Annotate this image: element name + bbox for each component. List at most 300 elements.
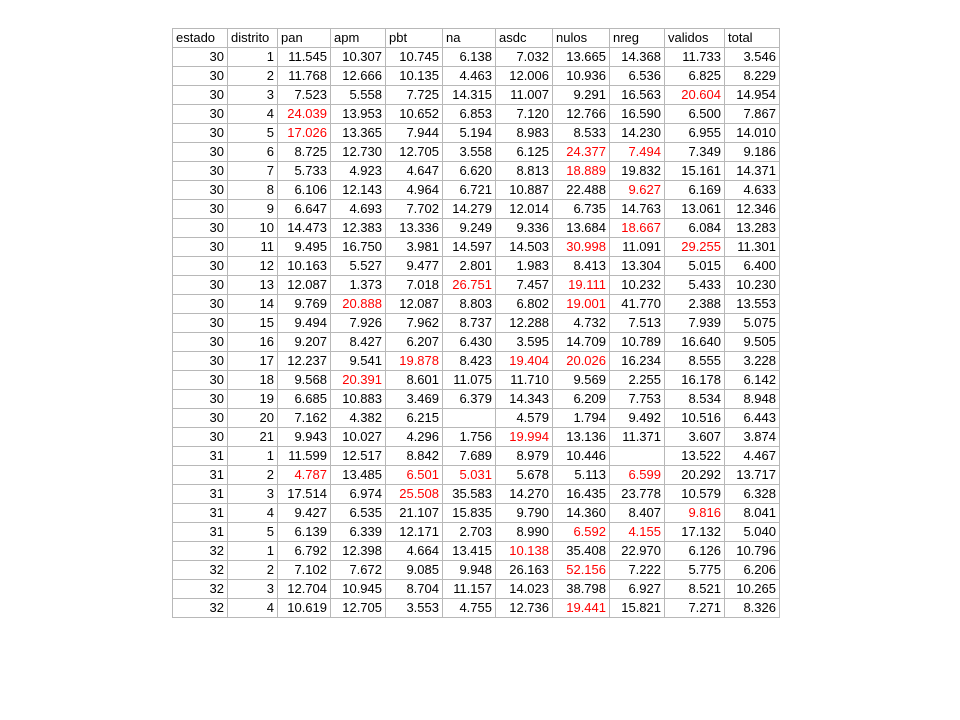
cell-nulos[interactable]: 20.026 (553, 352, 610, 371)
cell-na[interactable]: 6.379 (443, 390, 496, 409)
cell-nulos[interactable]: 24.377 (553, 143, 610, 162)
cell-estado[interactable]: 30 (173, 67, 228, 86)
cell-distrito[interactable]: 14 (228, 295, 278, 314)
cell-estado[interactable]: 31 (173, 504, 228, 523)
cell-apm[interactable]: 7.926 (331, 314, 386, 333)
cell-apm[interactable]: 10.307 (331, 48, 386, 67)
cell-nreg[interactable]: 6.536 (610, 67, 665, 86)
cell-nulos[interactable]: 14.360 (553, 504, 610, 523)
cell-pbt[interactable]: 21.107 (386, 504, 443, 523)
cell-estado[interactable]: 30 (173, 162, 228, 181)
cell-nreg[interactable]: 7.753 (610, 390, 665, 409)
column-header-total[interactable]: total (725, 29, 780, 48)
cell-estado[interactable]: 30 (173, 257, 228, 276)
cell-pbt[interactable]: 10.135 (386, 67, 443, 86)
cell-estado[interactable]: 32 (173, 599, 228, 618)
cell-total[interactable]: 3.228 (725, 352, 780, 371)
cell-pan[interactable]: 9.207 (278, 333, 331, 352)
cell-total[interactable]: 3.874 (725, 428, 780, 447)
cell-asdc[interactable]: 4.579 (496, 409, 553, 428)
cell-apm[interactable]: 12.398 (331, 542, 386, 561)
cell-validos[interactable]: 16.640 (665, 333, 725, 352)
cell-apm[interactable]: 5.527 (331, 257, 386, 276)
cell-asdc[interactable]: 6.125 (496, 143, 553, 162)
cell-nulos[interactable]: 12.766 (553, 105, 610, 124)
cell-nreg[interactable]: 6.599 (610, 466, 665, 485)
cell-asdc[interactable]: 3.595 (496, 333, 553, 352)
cell-apm[interactable]: 1.373 (331, 276, 386, 295)
cell-validos[interactable]: 2.388 (665, 295, 725, 314)
cell-na[interactable]: 11.075 (443, 371, 496, 390)
cell-na[interactable]: 3.558 (443, 143, 496, 162)
cell-distrito[interactable]: 2 (228, 561, 278, 580)
cell-estado[interactable]: 30 (173, 238, 228, 257)
cell-total[interactable]: 6.328 (725, 485, 780, 504)
cell-pan[interactable]: 6.792 (278, 542, 331, 561)
cell-asdc[interactable]: 9.336 (496, 219, 553, 238)
cell-nulos[interactable]: 19.441 (553, 599, 610, 618)
cell-distrito[interactable]: 17 (228, 352, 278, 371)
cell-estado[interactable]: 30 (173, 295, 228, 314)
cell-pan[interactable]: 14.473 (278, 219, 331, 238)
cell-pbt[interactable]: 3.981 (386, 238, 443, 257)
cell-estado[interactable]: 31 (173, 523, 228, 542)
cell-nreg[interactable]: 13.304 (610, 257, 665, 276)
cell-asdc[interactable]: 26.163 (496, 561, 553, 580)
cell-validos[interactable]: 6.084 (665, 219, 725, 238)
cell-asdc[interactable]: 14.503 (496, 238, 553, 257)
cell-nulos[interactable]: 38.798 (553, 580, 610, 599)
cell-apm[interactable]: 12.143 (331, 181, 386, 200)
cell-total[interactable]: 6.142 (725, 371, 780, 390)
cell-pbt[interactable]: 12.171 (386, 523, 443, 542)
cell-estado[interactable]: 31 (173, 466, 228, 485)
cell-na[interactable]: 26.751 (443, 276, 496, 295)
cell-apm[interactable]: 13.485 (331, 466, 386, 485)
cell-pan[interactable]: 11.545 (278, 48, 331, 67)
cell-asdc[interactable]: 10.138 (496, 542, 553, 561)
cell-asdc[interactable]: 10.887 (496, 181, 553, 200)
cell-distrito[interactable]: 8 (228, 181, 278, 200)
cell-estado[interactable]: 32 (173, 542, 228, 561)
cell-nulos[interactable]: 18.889 (553, 162, 610, 181)
column-header-na[interactable]: na (443, 29, 496, 48)
cell-distrito[interactable]: 7 (228, 162, 278, 181)
cell-nulos[interactable]: 35.408 (553, 542, 610, 561)
cell-estado[interactable]: 30 (173, 428, 228, 447)
cell-total[interactable]: 8.229 (725, 67, 780, 86)
cell-apm[interactable]: 12.730 (331, 143, 386, 162)
cell-total[interactable]: 8.326 (725, 599, 780, 618)
cell-na[interactable]: 6.620 (443, 162, 496, 181)
cell-total[interactable]: 13.283 (725, 219, 780, 238)
cell-nreg[interactable]: 10.232 (610, 276, 665, 295)
cell-total[interactable]: 6.206 (725, 561, 780, 580)
cell-validos[interactable]: 20.604 (665, 86, 725, 105)
cell-total[interactable]: 6.400 (725, 257, 780, 276)
cell-total[interactable]: 10.230 (725, 276, 780, 295)
cell-nreg[interactable]: 9.492 (610, 409, 665, 428)
cell-pbt[interactable]: 13.336 (386, 219, 443, 238)
cell-nulos[interactable]: 22.488 (553, 181, 610, 200)
cell-distrito[interactable]: 20 (228, 409, 278, 428)
cell-estado[interactable]: 30 (173, 219, 228, 238)
cell-nreg[interactable]: 11.091 (610, 238, 665, 257)
cell-nulos[interactable]: 5.113 (553, 466, 610, 485)
cell-na[interactable]: 8.737 (443, 314, 496, 333)
cell-pbt[interactable]: 12.705 (386, 143, 443, 162)
cell-total[interactable]: 14.371 (725, 162, 780, 181)
cell-na[interactable]: 15.835 (443, 504, 496, 523)
cell-asdc[interactable]: 1.983 (496, 257, 553, 276)
cell-validos[interactable]: 8.555 (665, 352, 725, 371)
cell-nulos[interactable]: 30.998 (553, 238, 610, 257)
cell-estado[interactable]: 30 (173, 352, 228, 371)
cell-apm[interactable]: 10.945 (331, 580, 386, 599)
cell-validos[interactable]: 6.500 (665, 105, 725, 124)
cell-distrito[interactable]: 3 (228, 580, 278, 599)
cell-pbt[interactable]: 3.469 (386, 390, 443, 409)
cell-pan[interactable]: 9.495 (278, 238, 331, 257)
cell-pan[interactable]: 10.619 (278, 599, 331, 618)
cell-total[interactable]: 7.867 (725, 105, 780, 124)
cell-asdc[interactable]: 5.678 (496, 466, 553, 485)
cell-apm[interactable]: 16.750 (331, 238, 386, 257)
cell-distrito[interactable]: 2 (228, 466, 278, 485)
cell-apm[interactable]: 10.883 (331, 390, 386, 409)
cell-na[interactable]: 6.853 (443, 105, 496, 124)
cell-distrito[interactable]: 1 (228, 447, 278, 466)
cell-nreg[interactable]: 6.927 (610, 580, 665, 599)
cell-validos[interactable]: 5.433 (665, 276, 725, 295)
cell-total[interactable]: 4.467 (725, 447, 780, 466)
cell-validos[interactable]: 9.816 (665, 504, 725, 523)
cell-na[interactable]: 4.755 (443, 599, 496, 618)
cell-nreg[interactable]: 14.368 (610, 48, 665, 67)
cell-asdc[interactable]: 19.404 (496, 352, 553, 371)
cell-pan[interactable]: 9.427 (278, 504, 331, 523)
cell-apm[interactable]: 12.383 (331, 219, 386, 238)
cell-nreg[interactable]: 7.513 (610, 314, 665, 333)
cell-pbt[interactable]: 12.087 (386, 295, 443, 314)
cell-distrito[interactable]: 12 (228, 257, 278, 276)
cell-nulos[interactable]: 52.156 (553, 561, 610, 580)
cell-total[interactable]: 12.346 (725, 200, 780, 219)
cell-total[interactable]: 5.075 (725, 314, 780, 333)
cell-pan[interactable]: 9.943 (278, 428, 331, 447)
cell-nreg[interactable]: 2.255 (610, 371, 665, 390)
cell-total[interactable]: 3.546 (725, 48, 780, 67)
cell-validos[interactable]: 7.271 (665, 599, 725, 618)
cell-nreg[interactable]: 16.563 (610, 86, 665, 105)
cell-na[interactable]: 4.463 (443, 67, 496, 86)
cell-pbt[interactable]: 6.207 (386, 333, 443, 352)
cell-distrito[interactable]: 5 (228, 124, 278, 143)
cell-distrito[interactable]: 5 (228, 523, 278, 542)
cell-distrito[interactable]: 9 (228, 200, 278, 219)
cell-validos[interactable]: 8.534 (665, 390, 725, 409)
cell-nulos[interactable]: 19.111 (553, 276, 610, 295)
cell-na[interactable]: 6.721 (443, 181, 496, 200)
cell-asdc[interactable]: 7.120 (496, 105, 553, 124)
cell-pbt[interactable]: 6.501 (386, 466, 443, 485)
cell-asdc[interactable]: 12.006 (496, 67, 553, 86)
cell-pbt[interactable]: 9.477 (386, 257, 443, 276)
cell-apm[interactable]: 4.923 (331, 162, 386, 181)
cell-na[interactable]: 5.194 (443, 124, 496, 143)
cell-nulos[interactable]: 4.732 (553, 314, 610, 333)
cell-estado[interactable]: 30 (173, 371, 228, 390)
cell-na[interactable]: 2.703 (443, 523, 496, 542)
cell-nreg[interactable]: 16.590 (610, 105, 665, 124)
cell-asdc[interactable]: 7.032 (496, 48, 553, 67)
cell-apm[interactable]: 7.672 (331, 561, 386, 580)
cell-na[interactable]: 1.756 (443, 428, 496, 447)
cell-pbt[interactable]: 10.652 (386, 105, 443, 124)
cell-distrito[interactable]: 4 (228, 599, 278, 618)
cell-apm[interactable]: 13.953 (331, 105, 386, 124)
cell-distrito[interactable]: 1 (228, 542, 278, 561)
cell-total[interactable]: 10.796 (725, 542, 780, 561)
cell-pan[interactable]: 10.163 (278, 257, 331, 276)
cell-pan[interactable]: 7.162 (278, 409, 331, 428)
cell-nulos[interactable]: 10.446 (553, 447, 610, 466)
column-header-nreg[interactable]: nreg (610, 29, 665, 48)
cell-estado[interactable]: 30 (173, 105, 228, 124)
cell-validos[interactable]: 10.516 (665, 409, 725, 428)
cell-pbt[interactable]: 10.745 (386, 48, 443, 67)
cell-pan[interactable]: 6.685 (278, 390, 331, 409)
cell-pbt[interactable]: 4.664 (386, 542, 443, 561)
cell-validos[interactable]: 5.775 (665, 561, 725, 580)
cell-na[interactable]: 6.138 (443, 48, 496, 67)
cell-apm[interactable]: 10.027 (331, 428, 386, 447)
cell-na[interactable]: 14.315 (443, 86, 496, 105)
cell-nreg[interactable]: 7.494 (610, 143, 665, 162)
cell-na[interactable]: 8.803 (443, 295, 496, 314)
cell-validos[interactable]: 13.522 (665, 447, 725, 466)
cell-nulos[interactable]: 9.291 (553, 86, 610, 105)
cell-total[interactable]: 14.954 (725, 86, 780, 105)
cell-estado[interactable]: 30 (173, 86, 228, 105)
cell-na[interactable] (443, 409, 496, 428)
cell-nulos[interactable]: 13.136 (553, 428, 610, 447)
cell-pbt[interactable]: 7.702 (386, 200, 443, 219)
cell-validos[interactable]: 6.825 (665, 67, 725, 86)
cell-nulos[interactable]: 9.569 (553, 371, 610, 390)
column-header-nulos[interactable]: nulos (553, 29, 610, 48)
cell-na[interactable]: 9.249 (443, 219, 496, 238)
cell-total[interactable]: 9.186 (725, 143, 780, 162)
cell-nreg[interactable]: 11.371 (610, 428, 665, 447)
cell-asdc[interactable]: 8.990 (496, 523, 553, 542)
cell-na[interactable]: 11.157 (443, 580, 496, 599)
cell-pan[interactable]: 11.768 (278, 67, 331, 86)
cell-pbt[interactable]: 7.962 (386, 314, 443, 333)
cell-total[interactable]: 9.505 (725, 333, 780, 352)
cell-total[interactable]: 6.443 (725, 409, 780, 428)
cell-distrito[interactable]: 15 (228, 314, 278, 333)
cell-asdc[interactable]: 6.802 (496, 295, 553, 314)
column-header-estado[interactable]: estado (173, 29, 228, 48)
cell-total[interactable]: 10.265 (725, 580, 780, 599)
cell-total[interactable]: 13.553 (725, 295, 780, 314)
cell-apm[interactable]: 20.888 (331, 295, 386, 314)
cell-na[interactable]: 14.279 (443, 200, 496, 219)
cell-apm[interactable]: 8.427 (331, 333, 386, 352)
cell-pan[interactable]: 5.733 (278, 162, 331, 181)
cell-nreg[interactable]: 41.770 (610, 295, 665, 314)
cell-pbt[interactable]: 7.944 (386, 124, 443, 143)
cell-pbt[interactable]: 8.842 (386, 447, 443, 466)
cell-asdc[interactable]: 8.983 (496, 124, 553, 143)
cell-distrito[interactable]: 10 (228, 219, 278, 238)
cell-nreg[interactable]: 10.789 (610, 333, 665, 352)
cell-pbt[interactable]: 4.964 (386, 181, 443, 200)
cell-pan[interactable]: 4.787 (278, 466, 331, 485)
cell-estado[interactable]: 31 (173, 485, 228, 504)
cell-distrito[interactable]: 16 (228, 333, 278, 352)
cell-asdc[interactable]: 9.790 (496, 504, 553, 523)
cell-pbt[interactable]: 7.725 (386, 86, 443, 105)
cell-nulos[interactable]: 8.413 (553, 257, 610, 276)
cell-pbt[interactable]: 19.878 (386, 352, 443, 371)
cell-distrito[interactable]: 3 (228, 86, 278, 105)
cell-estado[interactable]: 30 (173, 390, 228, 409)
cell-distrito[interactable]: 2 (228, 67, 278, 86)
column-header-validos[interactable]: validos (665, 29, 725, 48)
cell-nreg[interactable]: 18.667 (610, 219, 665, 238)
cell-pan[interactable]: 6.139 (278, 523, 331, 542)
cell-pan[interactable]: 17.514 (278, 485, 331, 504)
cell-apm[interactable]: 20.391 (331, 371, 386, 390)
cell-apm[interactable]: 6.339 (331, 523, 386, 542)
column-header-apm[interactable]: apm (331, 29, 386, 48)
cell-asdc[interactable]: 14.270 (496, 485, 553, 504)
cell-pan[interactable]: 6.106 (278, 181, 331, 200)
cell-na[interactable]: 5.031 (443, 466, 496, 485)
cell-pan[interactable]: 12.704 (278, 580, 331, 599)
cell-distrito[interactable]: 1 (228, 48, 278, 67)
cell-pan[interactable]: 9.769 (278, 295, 331, 314)
cell-asdc[interactable]: 11.007 (496, 86, 553, 105)
cell-nulos[interactable]: 14.709 (553, 333, 610, 352)
cell-validos[interactable]: 15.161 (665, 162, 725, 181)
column-header-pbt[interactable]: pbt (386, 29, 443, 48)
cell-distrito[interactable]: 6 (228, 143, 278, 162)
cell-nreg[interactable]: 14.230 (610, 124, 665, 143)
cell-total[interactable]: 14.010 (725, 124, 780, 143)
cell-apm[interactable]: 6.535 (331, 504, 386, 523)
cell-estado[interactable]: 30 (173, 333, 228, 352)
cell-pan[interactable]: 7.102 (278, 561, 331, 580)
column-header-asdc[interactable]: asdc (496, 29, 553, 48)
cell-pbt[interactable]: 8.704 (386, 580, 443, 599)
cell-nreg[interactable]: 9.627 (610, 181, 665, 200)
cell-distrito[interactable]: 13 (228, 276, 278, 295)
cell-pbt[interactable]: 8.601 (386, 371, 443, 390)
cell-validos[interactable]: 7.349 (665, 143, 725, 162)
cell-pan[interactable]: 17.026 (278, 124, 331, 143)
cell-asdc[interactable]: 19.994 (496, 428, 553, 447)
cell-apm[interactable]: 12.517 (331, 447, 386, 466)
cell-asdc[interactable]: 8.813 (496, 162, 553, 181)
cell-pan[interactable]: 8.725 (278, 143, 331, 162)
cell-estado[interactable]: 30 (173, 276, 228, 295)
cell-nulos[interactable]: 13.665 (553, 48, 610, 67)
cell-nulos[interactable]: 1.794 (553, 409, 610, 428)
cell-nreg[interactable]: 8.407 (610, 504, 665, 523)
cell-validos[interactable]: 10.579 (665, 485, 725, 504)
cell-pbt[interactable]: 6.215 (386, 409, 443, 428)
cell-pbt[interactable]: 9.085 (386, 561, 443, 580)
cell-asdc[interactable]: 12.014 (496, 200, 553, 219)
cell-apm[interactable]: 5.558 (331, 86, 386, 105)
cell-distrito[interactable]: 4 (228, 504, 278, 523)
cell-apm[interactable]: 12.705 (331, 599, 386, 618)
cell-nulos[interactable]: 19.001 (553, 295, 610, 314)
cell-pbt[interactable]: 4.296 (386, 428, 443, 447)
cell-total[interactable]: 8.948 (725, 390, 780, 409)
cell-estado[interactable]: 30 (173, 181, 228, 200)
cell-estado[interactable]: 30 (173, 200, 228, 219)
cell-validos[interactable]: 6.169 (665, 181, 725, 200)
cell-pan[interactable]: 9.494 (278, 314, 331, 333)
cell-nulos[interactable]: 6.735 (553, 200, 610, 219)
cell-pbt[interactable]: 25.508 (386, 485, 443, 504)
cell-estado[interactable]: 30 (173, 143, 228, 162)
cell-total[interactable]: 8.041 (725, 504, 780, 523)
cell-na[interactable]: 8.423 (443, 352, 496, 371)
cell-validos[interactable]: 6.126 (665, 542, 725, 561)
cell-nreg[interactable]: 4.155 (610, 523, 665, 542)
cell-total[interactable]: 11.301 (725, 238, 780, 257)
cell-asdc[interactable]: 12.288 (496, 314, 553, 333)
cell-validos[interactable]: 11.733 (665, 48, 725, 67)
cell-na[interactable]: 7.689 (443, 447, 496, 466)
cell-distrito[interactable]: 11 (228, 238, 278, 257)
cell-total[interactable]: 4.633 (725, 181, 780, 200)
cell-estado[interactable]: 32 (173, 561, 228, 580)
cell-estado[interactable]: 30 (173, 314, 228, 333)
cell-estado[interactable]: 30 (173, 48, 228, 67)
cell-nulos[interactable]: 13.684 (553, 219, 610, 238)
cell-pan[interactable]: 9.568 (278, 371, 331, 390)
cell-na[interactable]: 14.597 (443, 238, 496, 257)
cell-distrito[interactable]: 3 (228, 485, 278, 504)
cell-validos[interactable]: 29.255 (665, 238, 725, 257)
cell-pan[interactable]: 24.039 (278, 105, 331, 124)
cell-na[interactable]: 9.948 (443, 561, 496, 580)
cell-pan[interactable]: 12.087 (278, 276, 331, 295)
cell-validos[interactable]: 8.521 (665, 580, 725, 599)
cell-validos[interactable]: 3.607 (665, 428, 725, 447)
cell-asdc[interactable]: 12.736 (496, 599, 553, 618)
cell-nreg[interactable]: 7.222 (610, 561, 665, 580)
cell-distrito[interactable]: 19 (228, 390, 278, 409)
cell-nreg[interactable] (610, 447, 665, 466)
cell-apm[interactable]: 12.666 (331, 67, 386, 86)
cell-asdc[interactable]: 11.710 (496, 371, 553, 390)
cell-distrito[interactable]: 21 (228, 428, 278, 447)
cell-nreg[interactable]: 15.821 (610, 599, 665, 618)
cell-validos[interactable]: 13.061 (665, 200, 725, 219)
cell-distrito[interactable]: 18 (228, 371, 278, 390)
cell-nreg[interactable]: 23.778 (610, 485, 665, 504)
cell-pan[interactable]: 11.599 (278, 447, 331, 466)
cell-validos[interactable]: 16.178 (665, 371, 725, 390)
cell-distrito[interactable]: 4 (228, 105, 278, 124)
